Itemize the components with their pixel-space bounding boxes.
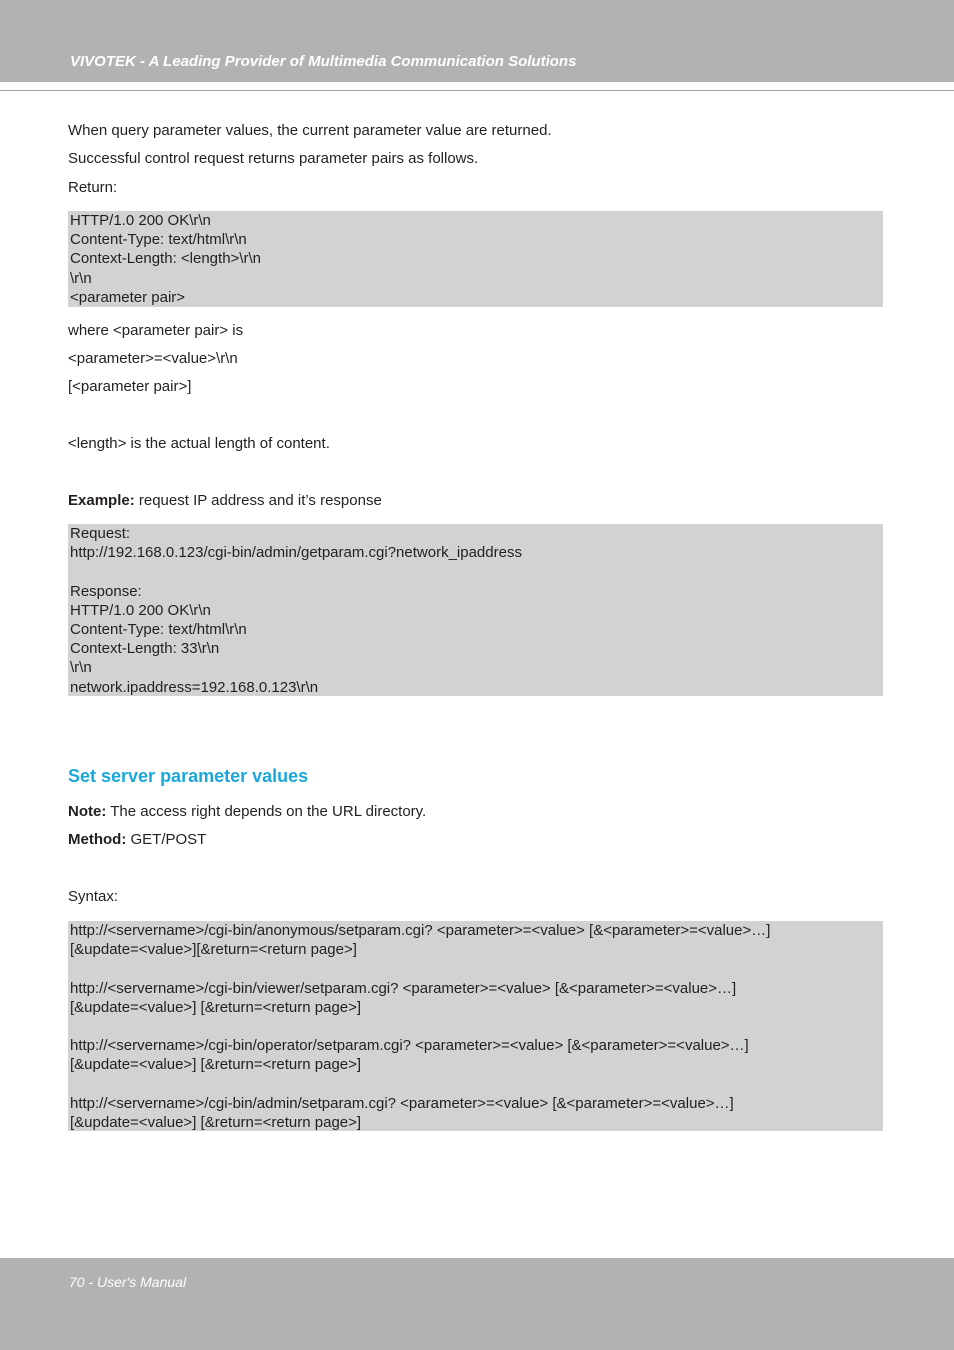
code-line: [&update=<value>] [&return=<return page>]	[70, 998, 362, 1016]
method-text: GET/POST	[126, 831, 207, 848]
code-line: HTTP/1.0 200 OK\r\n	[70, 601, 211, 619]
parameter-pair-optional: [<parameter pair>]	[68, 378, 192, 395]
code-line	[70, 562, 883, 581]
code-line: Response:	[70, 582, 142, 600]
code-line: [&update=<value>][&return=<return page>]	[70, 941, 357, 959]
code-line: [&update=<value>] [&return=<return page>]	[70, 1113, 362, 1131]
return-label: Return:	[68, 179, 118, 196]
method-label: Method:	[68, 831, 127, 848]
example-paragraph	[68, 492, 382, 510]
code-line: HTTP/1.0 200 OK\r\n	[70, 212, 211, 229]
code-line: <parameter pair>	[70, 288, 186, 306]
page-footer-band	[0, 1258, 954, 1350]
header-divider	[0, 90, 954, 91]
code-line	[70, 1017, 883, 1036]
intro-paragraph-1: When query parameter values, the current parameter value are returned.	[68, 122, 552, 139]
code-line	[70, 959, 883, 978]
code-line: http://<servername>/cgi-bin/admin/setparam.cgi? <parameter>=<value> [&<parameter>=<value>…]	[70, 1094, 734, 1112]
code-line: http://<servername>/cgi-bin/viewer/setparam.cgi? <parameter>=<value> [&<parameter>=<value>…]	[70, 979, 737, 997]
code-line: Content-Type: text/html\r\n	[70, 621, 247, 638]
code-line: Request:	[70, 525, 131, 542]
code-line: Context-Length: <length>\r\n	[70, 250, 261, 268]
length-description: <length> is the actual length of content.	[68, 435, 330, 452]
code-line: http://<servername>/cgi-bin/anonymous/setparam.cgi? <parameter>=<value> [&<parameter>=<value>…]	[70, 922, 771, 939]
parameter-value-format: <parameter>=<value>\r\n	[68, 350, 238, 367]
syntax-code-block	[68, 921, 883, 1131]
intro-paragraph-2: Successful control request returns parameter pairs as follows.	[68, 150, 479, 167]
return-code-block	[68, 211, 883, 307]
code-line: Content-Type: text/html\r\n	[70, 231, 247, 249]
example-label: Example:	[68, 492, 135, 509]
code-line: Context-Length: 33\r\n	[70, 640, 220, 658]
header-title: VIVOTEK - A Leading Provider of Multimedia Communication Solutions	[70, 53, 577, 70]
example-text: request IP address and it’s response	[134, 492, 382, 509]
parameter-pair-definition: where <parameter pair> is	[68, 322, 244, 339]
code-line: http://<servername>/cgi-bin/operator/setparam.cgi? <parameter>=<value> [&<parameter>=<value>…]	[70, 1037, 749, 1055]
code-line	[70, 1075, 883, 1094]
method-paragraph	[68, 831, 206, 849]
code-line: \r\n	[70, 659, 92, 677]
code-line: network.ipaddress=192.168.0.123\r\n	[70, 678, 319, 696]
footer-page-label: 70 - User's Manual	[69, 1274, 187, 1290]
note-paragraph	[68, 803, 426, 821]
code-line: http://192.168.0.123/cgi-bin/admin/getparam.cgi?network_ipaddress	[70, 544, 522, 562]
syntax-label: Syntax:	[68, 888, 119, 905]
section-heading: Set server parameter values	[68, 766, 309, 786]
example-code-block	[68, 524, 883, 696]
code-line: [&update=<value>] [&return=<return page>]	[70, 1056, 362, 1074]
code-line: \r\n	[70, 269, 92, 287]
note-label: Note:	[68, 803, 107, 820]
note-text: The access right depends on the URL directory.	[106, 803, 427, 820]
